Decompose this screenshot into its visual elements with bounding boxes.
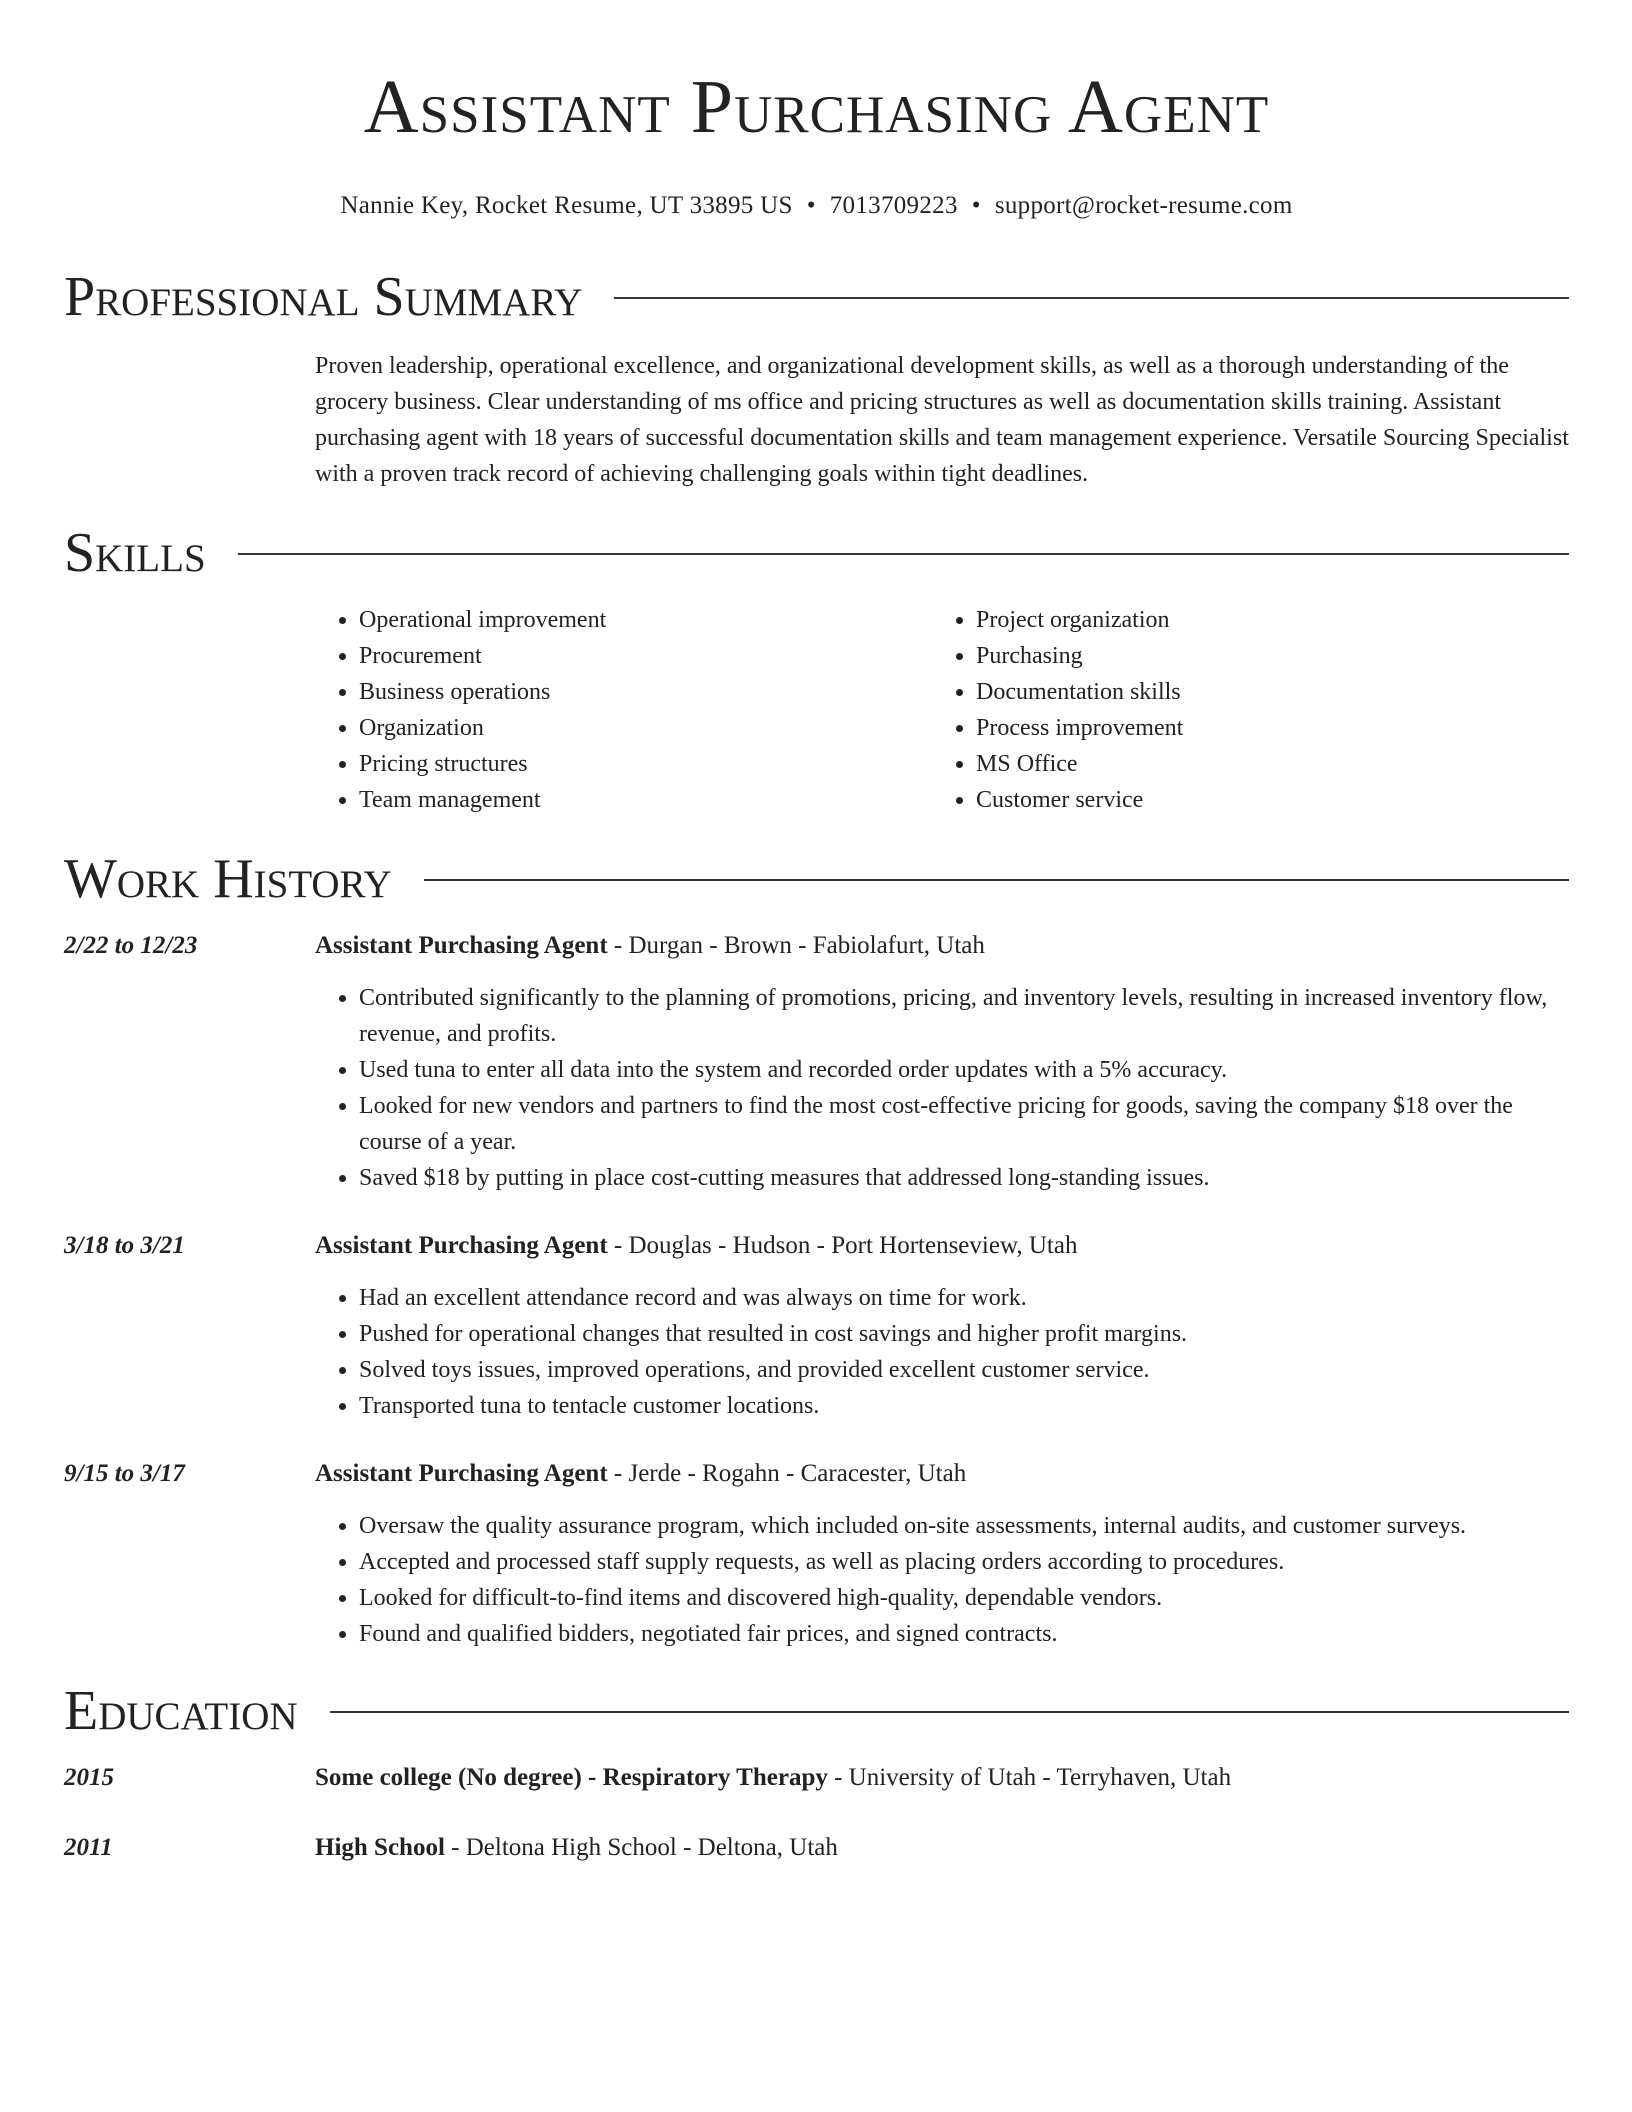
- education-section-header: [64, 1678, 1569, 1744]
- education-degree: High School: [315, 1834, 445, 1861]
- job-bullet: • Looked for new vendors and partners to find the most cost-effective pricing for goods, saving the company $18 over the course of a year.: [359, 1088, 1569, 1160]
- education-year: 2011: [64, 1834, 113, 1861]
- job-headline: [315, 1228, 1569, 1264]
- job-headline: [315, 928, 1569, 964]
- job-bullet: • Pushed for operational changes that resulted in cost savings and higher profit margins.: [359, 1316, 1569, 1352]
- job-bullet: • Found and qualified bidders, negotiated fair prices, and signed contracts.: [359, 1616, 1569, 1652]
- education-entry: [64, 1760, 1569, 1796]
- job-dates: 2/22 to 12/23: [64, 932, 198, 959]
- contact-line: [64, 190, 1569, 222]
- summary-text: Proven leadership, operational excellence, and organizational development skills, as well as a thorough understanding of the grocery business. Clear understanding of ms office and pricing structures as well as documentation skills training. Assistant purchasing agent with 18 years of successful documentation skills and team management experience. Versatile Sourcing Specialist with a proven track record of achieving challenging goals within tight deadlines.: [315, 353, 1569, 487]
- skills-list-left: [315, 602, 932, 818]
- job-entry: [64, 928, 1569, 1196]
- job-employer: - Jerde - Rogahn - Caracester, Utah: [607, 1460, 967, 1487]
- skill-item: • Customer service: [976, 782, 1549, 818]
- contact-email: support@rocket-resume.com: [994, 192, 1293, 219]
- skill-item: • Project organization: [976, 602, 1549, 638]
- job-bullet: • Used tuna to enter all data into the system and recorded order updates with a 5% accuracy.: [359, 1052, 1569, 1088]
- contact-separator: •: [971, 192, 981, 219]
- skill-item: • Business operations: [359, 674, 932, 710]
- job-detail: [315, 1228, 1569, 1424]
- job-bullet: • Accepted and processed staff supply requests, as well as placing orders according to procedures.: [359, 1544, 1569, 1580]
- job-bullets: [315, 980, 1569, 1196]
- education-detail: [315, 1760, 1569, 1796]
- section-divider: [424, 879, 1569, 881]
- education-entry: [64, 1830, 1569, 1866]
- education-year: 2015: [64, 1764, 114, 1791]
- job-entry: [64, 1456, 1569, 1652]
- skills-heading: Skills: [64, 522, 206, 584]
- skill-item: • Purchasing: [976, 638, 1549, 674]
- job-entry: [64, 1228, 1569, 1424]
- skills-grid: [315, 602, 1569, 818]
- section-divider: [330, 1711, 1569, 1713]
- skill-item: • Operational improvement: [359, 602, 932, 638]
- job-bullets: [315, 1508, 1569, 1652]
- skills-list-right: [932, 602, 1549, 818]
- job-bullet: • Had an excellent attendance record and was always on time for work.: [359, 1280, 1569, 1316]
- job-detail: [315, 928, 1569, 1196]
- education-school: - University of Utah - Terryhaven, Utah: [827, 1764, 1232, 1791]
- resume-title: Assistant Purchasing Agent: [363, 65, 1270, 149]
- job-headline: [315, 1456, 1569, 1492]
- education-heading: Education: [64, 1680, 298, 1742]
- section-divider: [238, 553, 1569, 555]
- job-title: Assistant Purchasing Agent: [315, 932, 608, 959]
- job-bullet: • Oversaw the quality assurance program, which included on-site assessments, internal audits, and customer surveys.: [359, 1508, 1569, 1544]
- job-bullet: • Saved $18 by putting in place cost-cutting measures that addressed long-standing issues.: [359, 1160, 1569, 1196]
- contact-phone: 7013709223: [829, 192, 958, 219]
- skill-item: • Organization: [359, 710, 932, 746]
- job-bullets: [315, 1280, 1569, 1424]
- job-bullet: • Contributed significantly to the planning of promotions, pricing, and inventory levels, resulting in increased inventory flow, revenue, and profits.: [359, 980, 1569, 1052]
- summary-section-header: [64, 264, 1569, 330]
- job-employer: - Douglas - Hudson - Port Hortenseview, Utah: [607, 1232, 1078, 1259]
- job-title: Assistant Purchasing Agent: [315, 1232, 608, 1259]
- job-employer: - Durgan - Brown - Fabiolafurt, Utah: [607, 932, 985, 959]
- education-detail: [315, 1830, 1569, 1866]
- job-dates: 9/15 to 3/17: [64, 1460, 185, 1487]
- skill-item: • Team management: [359, 782, 932, 818]
- skill-item: • Pricing structures: [359, 746, 932, 782]
- education-degree: Some college (No degree) - Respiratory Therapy: [315, 1764, 828, 1791]
- job-detail: [315, 1456, 1569, 1652]
- skill-item: • Process improvement: [976, 710, 1549, 746]
- education-school: - Deltona High School - Deltona, Utah: [444, 1834, 838, 1861]
- work-heading: Work History: [64, 848, 392, 910]
- resume-page: [64, 0, 1569, 1866]
- job-bullet: • Solved toys issues, improved operations, and provided excellent customer service.: [359, 1352, 1569, 1388]
- contact-separator: •: [806, 192, 816, 219]
- summary-heading: Professional Summary: [64, 266, 583, 328]
- contact-address: Nannie Key, Rocket Resume, UT 33895 US: [340, 192, 793, 219]
- job-bullet: • Transported tuna to tentacle customer locations.: [359, 1388, 1569, 1424]
- skill-item: • Documentation skills: [976, 674, 1549, 710]
- skill-item: • Procurement: [359, 638, 932, 674]
- skills-section-header: [64, 520, 1569, 586]
- job-title: Assistant Purchasing Agent: [315, 1460, 608, 1487]
- work-section-header: [64, 846, 1569, 912]
- skill-item: • MS Office: [976, 746, 1549, 782]
- section-divider: [614, 297, 1569, 299]
- job-dates: 3/18 to 3/21: [64, 1232, 185, 1259]
- summary-body: [315, 348, 1569, 492]
- job-bullet: • Looked for difficult-to-find items and discovered high-quality, dependable vendors.: [359, 1580, 1569, 1616]
